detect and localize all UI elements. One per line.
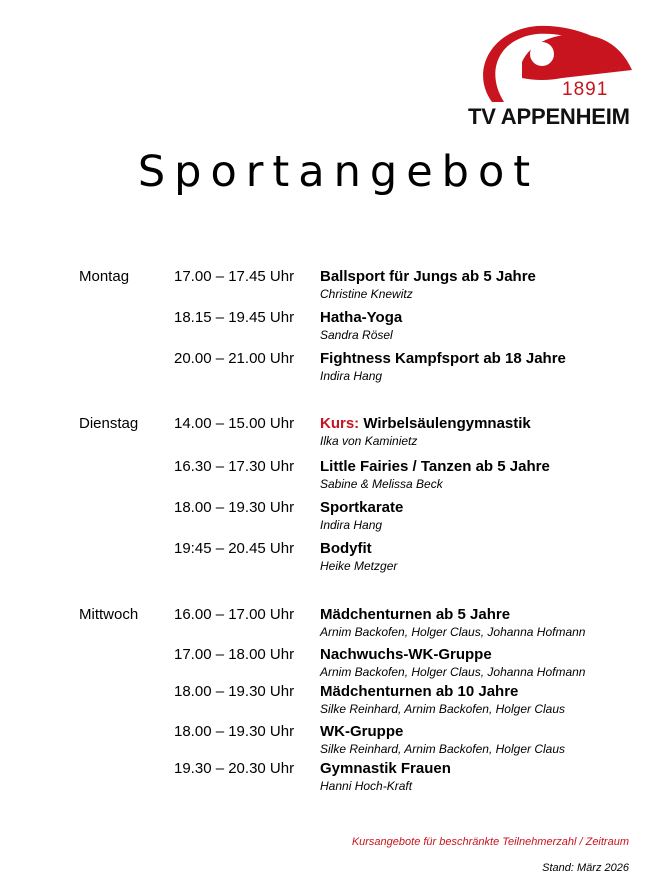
course-title: Little Fairies / Tanzen ab 5 Jahre: [320, 458, 550, 475]
course-title: [320, 415, 531, 432]
trainer-names: Arnim Backofen, Holger Claus, Johanna Hofmann: [320, 625, 586, 639]
schedule-row: [0, 309, 669, 349]
course-title: Ballsport für Jungs ab 5 Jahre: [320, 268, 536, 285]
time-label: 14.00 – 15.00 Uhr: [174, 415, 295, 432]
course-name: Wirbelsäulengymnastik: [363, 415, 531, 432]
logo-ball-icon: [530, 42, 554, 66]
footnote: Kursangebote für beschränkte Teilnehmerzahl / Zeitraum: [351, 836, 629, 848]
course-prefix: Kurs:: [320, 415, 360, 432]
course-title: WK-Gruppe: [320, 723, 404, 740]
time-label: 17.00 – 18.00 Uhr: [174, 646, 295, 663]
time-label: 18.00 – 19.30 Uhr: [174, 723, 295, 740]
trainer-names: Indira Hang: [320, 369, 383, 383]
trainer-names: Arnim Backofen, Holger Claus, Johanna Hofmann: [320, 665, 586, 679]
trainer-names: Silke Reinhard, Arnim Backofen, Holger Claus: [320, 702, 565, 716]
course-title: Fightness Kampfsport ab 18 Jahre: [320, 350, 566, 367]
time-label: 18.15 – 19.45 Uhr: [174, 309, 295, 326]
logo-year: 1891: [562, 79, 609, 100]
trainer-names: Heike Metzger: [320, 559, 398, 573]
course-title: Hatha-Yoga: [320, 309, 403, 326]
schedule-row: [0, 415, 669, 455]
trainer-names: Indira Hang: [320, 518, 383, 532]
time-label: 16.00 – 17.00 Uhr: [174, 606, 295, 623]
time-label: 18.00 – 19.30 Uhr: [174, 499, 295, 516]
course-title: Mädchenturnen ab 10 Jahre: [320, 683, 519, 700]
time-label: 18.00 – 19.30 Uhr: [174, 683, 295, 700]
page-title: Sportangebot: [137, 147, 540, 197]
course-title: Gymnastik Frauen: [320, 760, 451, 777]
club-logo-mark: [462, 22, 637, 102]
schedule-row: [0, 723, 669, 763]
club-logo: [462, 22, 637, 132]
schedule-row: [0, 458, 669, 498]
schedule-row: [0, 499, 669, 539]
date-stamp: Stand: März 2026: [542, 862, 629, 874]
schedule-row: [0, 606, 669, 646]
time-label: 16.30 – 17.30 Uhr: [174, 458, 295, 475]
trainer-names: Hanni Hoch-Kraft: [320, 779, 413, 793]
day-label: Dienstag: [79, 415, 139, 432]
course-title: Nachwuchs-WK-Gruppe: [320, 646, 492, 663]
day-label: Montag: [79, 268, 130, 285]
trainer-names: Christine Knewitz: [320, 287, 413, 301]
time-label: 19:45 – 20.45 Uhr: [174, 540, 295, 557]
time-label: 17.00 – 17.45 Uhr: [174, 268, 295, 285]
schedule-row: [0, 540, 669, 580]
trainer-names: Sabine & Melissa Beck: [320, 477, 443, 491]
course-title: Bodyfit: [320, 540, 372, 557]
time-label: 19.30 – 20.30 Uhr: [174, 760, 295, 777]
schedule-row: [0, 683, 669, 723]
time-label: 20.00 – 21.00 Uhr: [174, 350, 295, 367]
schedule-row: [0, 760, 669, 800]
course-title: Mädchenturnen ab 5 Jahre: [320, 606, 511, 623]
schedule-row: [0, 646, 669, 686]
trainer-names: Silke Reinhard, Arnim Backofen, Holger Claus: [320, 742, 565, 756]
logo-club-name: TV APPENHEIM: [468, 104, 630, 129]
day-label: Mittwoch: [79, 606, 139, 623]
trainer-names: Ilka von Kaminietz: [320, 434, 418, 448]
schedule-row: [0, 350, 669, 390]
course-title: Sportkarate: [320, 499, 404, 516]
trainer-names: Sandra Rösel: [320, 328, 393, 342]
schedule-row: [0, 268, 669, 308]
